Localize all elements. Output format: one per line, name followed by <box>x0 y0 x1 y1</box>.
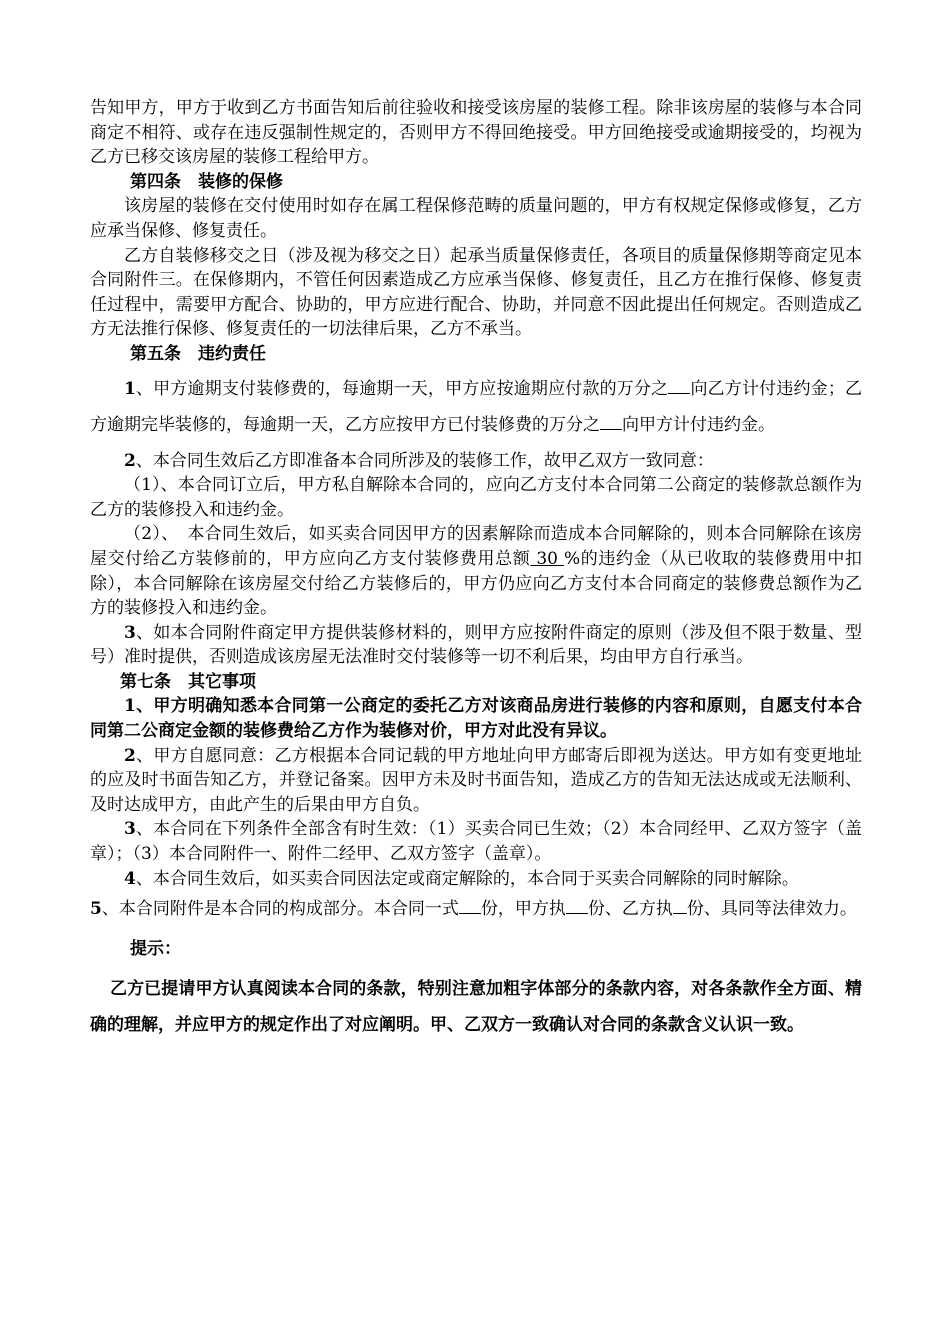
tip-heading: 提示： <box>130 939 181 960</box>
clause-text: 、甲方自愿同意：乙方根据本合同记载的甲方地址向甲方邮寄后即视为送达。甲方如有变更地址的应及时书面告知乙方，并登记备案。因甲方未及时书面告知，造成乙方的告知无法达成或无法顺利、及时达成甲方，由此产生的后果由甲方自负。 <box>90 745 862 815</box>
clause-text: %的违约金（从已收取的装修费用中扣除），本合同解除在该房屋交付给乙方装修后的，甲方仍应向乙方支付本合同商定的装修费总额作为乙方的装修投入和违约金。 <box>90 548 862 619</box>
clause-number: 3 <box>124 819 136 840</box>
clause-text: 、本合同生效后，如买卖合同因法定或商定解除的，本合同于买卖合同解除的同时解除。 <box>135 868 799 889</box>
clause-text: 、本合同在下列条件全部含有时生效：（1）买卖合同已生效；（2）本合同经甲、乙双方签字（盖章）；（3）本合同附件一、附件二经甲、乙双方签字（盖章）。 <box>90 819 862 865</box>
clause-text: 、如本合同附件商定甲方提供装修材料的，则甲方应按附件商定的原则（涉及但不限于数量、型号）准时提供，否则造成该房屋无法准时交付装修等一切不利后果，均由甲方自行承当。 <box>90 622 862 668</box>
clause-text: （2）、 本合同生效后，如买卖合同因甲方的因素解除而造成本合同解除的，则本合同解除在该房屋交付给乙方装修前的，甲方应向乙方支付装修费用总额 <box>90 524 862 569</box>
article-7-clause-1: 1、甲方明确知悉本合同第一公商定的委托乙方对该商品房进行装修的内容和原则，自愿支付本合同第二公商定金额的装修费给乙方作为装修对价，甲方对此没有异议。 <box>90 696 862 742</box>
clause-text: 份、具同等法律效力。 <box>686 899 857 920</box>
document-page <box>90 96 862 1043</box>
clause-number: 1 <box>124 378 136 399</box>
clause-text: 向乙方计付违约金；乙方逾期完毕装修的，每逾期一天，乙方应按甲方已付装修费的万分之 <box>90 378 863 435</box>
article-7-clause-5 <box>90 891 862 927</box>
blank-field <box>668 379 690 394</box>
clause-number: 2 <box>124 450 136 471</box>
article-5-clause-3 <box>90 621 862 670</box>
clause-text: 向甲方计付违约金。 <box>622 414 775 435</box>
blank-field <box>459 899 481 914</box>
article-5-clause-1 <box>90 371 862 443</box>
clause-number: 4 <box>124 868 136 889</box>
clause-text: 份、乙方执 <box>587 899 673 920</box>
article-4-para-1: 该房屋的装修在交付使用时如存在属工程保修范畴的质量问题的，甲方有权规定保修或修复，乙方应承当保修、修复责任。 <box>90 196 862 241</box>
article-7-heading: 第七条 其它事项 <box>120 671 256 692</box>
clause-number: 3 <box>124 622 136 643</box>
clause-text: 、甲方逾期支付装修费的，每逾期一天，甲方应按逾期应付款的万分之 <box>135 378 669 399</box>
article-5-heading: 第五条 违约责任 <box>130 343 266 364</box>
clause-text: 份，甲方执 <box>480 899 566 920</box>
paragraph-intro: 告知甲方，甲方于收到乙方书面告知后前往验收和接受该房屋的装修工程。除非该房屋的装修与本合同商定不相符、或存在违反强制性规定的，否则甲方不得回绝接受。甲方回绝接受或逾期接受的，均视为乙方已移交该房屋的装修工程给甲方。 <box>90 98 862 168</box>
clause-number: 2 <box>124 745 136 766</box>
article-7-clause-4 <box>90 867 862 892</box>
blank-field <box>673 899 687 914</box>
clause-text: 、本合同附件是本合同的构成部分。本合同一式 <box>101 899 459 920</box>
article-4-heading: 第四条 装修的保修 <box>130 171 283 192</box>
article-5-clause-2 <box>90 449 862 474</box>
article-7-clause-3 <box>90 817 862 866</box>
article-5-clause-2-2 <box>90 522 862 620</box>
clause-number: 5 <box>90 899 102 920</box>
article-4-para-2: 乙方自装修移交之日（涉及视为移交之日）起承当质量保修责任，各项目的质量保修期等商定见本合同附件三。在保修期内，不管任何因素造成乙方应承当保修、修复责任，且乙方在推行保修、修复责任过程中，需要甲方配合、协助的，甲方应进行配合、协助，并同意不因此提出任何规定。否则造成乙方无法推行保修、修复责任的一切法律后果，乙方不承当。 <box>90 245 862 340</box>
blank-field <box>600 415 622 430</box>
blank-field <box>566 899 588 914</box>
article-5-clause-2-1: （1）、本合同订立后，甲方私自解除本合同的，应向乙方支付本合同第二公商定的装修款总额作为乙方的装修投入和违约金。 <box>90 475 862 520</box>
article-7-clause-2 <box>90 744 862 818</box>
clause-text: 、本合同生效后乙方即准备本合同所涉及的装修工作，故甲乙双方一致同意： <box>135 450 714 471</box>
penalty-percent: 30 <box>530 548 565 569</box>
tip-body: 乙方已提请甲方认真阅读本合同的条款，特别注意加粗字体部分的条款内容，对各条款作全方面、精确的理解，并应甲方的规定作出了对应阐明。甲、乙双方一致确认对合同的条款含义认识一致。 <box>90 979 862 1036</box>
